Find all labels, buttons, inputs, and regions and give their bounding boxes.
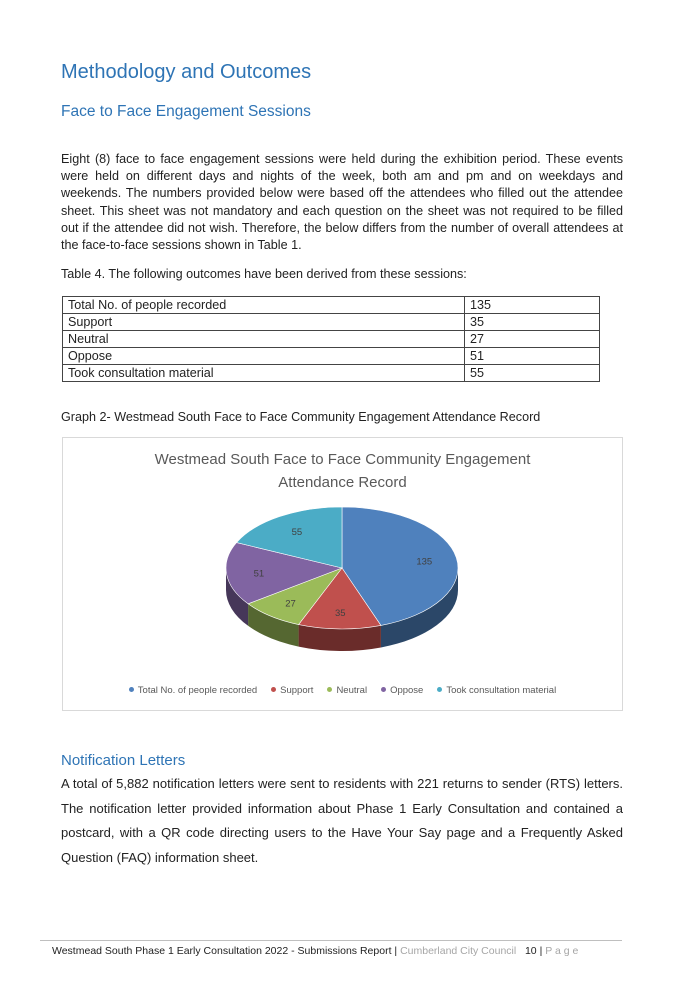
legend-item <box>129 685 257 696</box>
legend-marker <box>327 687 332 692</box>
table-cell-value: 135 <box>465 297 600 314</box>
table-cell-label: Oppose <box>63 348 465 365</box>
legend-label: Total No. of people recorded <box>137 685 258 696</box>
footer-divider <box>40 940 622 941</box>
pie-chart <box>62 437 623 711</box>
footer-report-title: Westmead South Phase 1 Early Consultation 2022 - Submissions Report <box>52 945 392 957</box>
outcomes-table <box>62 296 600 382</box>
page-heading: Methodology and Outcomes <box>61 61 312 83</box>
footer-page-number: 10 <box>524 945 537 957</box>
footer-page-word: P a g e <box>545 945 579 957</box>
pie-chart-svg <box>63 438 622 710</box>
footer-council: Cumberland City Council <box>400 945 517 957</box>
table-row <box>63 331 600 348</box>
table-row <box>63 348 600 365</box>
table-row <box>63 365 600 382</box>
chart-title-line1: Westmead South Face to Face Community Engagement <box>154 451 531 468</box>
chart-title-line2: Attendance Record <box>278 474 407 491</box>
table-caption: Table 4. The following outcomes have been derived from these sessions: <box>61 267 467 281</box>
legend-marker <box>381 687 386 692</box>
pie-data-label: 135 <box>416 556 433 568</box>
table-cell-value: 55 <box>465 365 600 382</box>
pie-data-label: 55 <box>291 527 303 539</box>
legend-item <box>271 685 313 696</box>
notification-paragraph: A total of 5,882 notification letters were sent to residents with 221 returns to sender (RTS) letters. The notification letter provided information about Phase 1 Early Consultation and contained a postcard, with a QR code directing users to the Have Your Say page and a Frequently Asked Question (FAQ) information sheet. <box>61 776 623 865</box>
table-row <box>63 297 600 314</box>
section-heading-notification-letters: Notification Letters <box>61 752 186 769</box>
table-cell-value: 35 <box>465 314 600 331</box>
table-cell-label: Total No. of people recorded <box>63 297 465 314</box>
intro-paragraph: Eight (8) face to face engagement sessions were held during the exhibition period. These events were held on different days and nights of the week, both am and pm and on weekdays and weekends. The numbers provided below were based off the attendees who filled out the attendee sheet. This sheet was not mandatory and each question on the sheet was not required to be filled out if the attendee did not wish. Therefore, the below differs from the number of overall attendees at the face-to-face sessions shown in Table 1. <box>61 152 623 253</box>
page-footer <box>52 945 578 957</box>
pie-data-label: 51 <box>253 568 265 580</box>
legend-label: Support <box>280 685 314 696</box>
legend-label: Neutral <box>336 685 368 696</box>
legend-item <box>327 685 367 696</box>
legend-item <box>381 685 423 696</box>
legend-item <box>437 685 556 696</box>
legend-marker <box>271 687 276 692</box>
section-heading-face-to-face: Face to Face Engagement Sessions <box>61 103 311 120</box>
table-row <box>63 314 600 331</box>
legend-marker <box>437 687 442 692</box>
legend-marker <box>129 687 134 692</box>
legend-label: Oppose <box>390 685 424 696</box>
legend-label: Took consultation material <box>446 685 557 696</box>
table-cell-label: Neutral <box>63 331 465 348</box>
table-cell-label: Took consultation material <box>63 365 465 382</box>
footer-separator: | <box>391 945 401 957</box>
table-cell-value: 27 <box>465 331 600 348</box>
chart-legend <box>63 685 622 696</box>
table-cell-value: 51 <box>465 348 600 365</box>
pie-data-label: 27 <box>285 598 296 610</box>
table-cell-label: Support <box>63 314 465 331</box>
footer-separator: | <box>536 945 546 957</box>
graph-caption: Graph 2- Westmead South Face to Face Community Engagement Attendance Record <box>61 410 541 424</box>
pie-data-label: 35 <box>334 607 346 619</box>
